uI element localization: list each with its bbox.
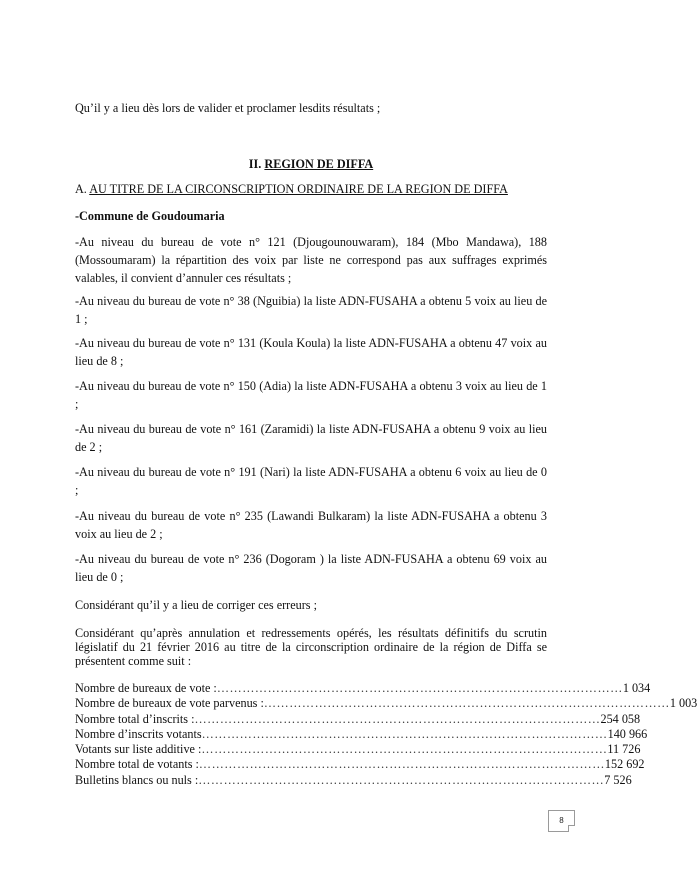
- subsection-prefix: A.: [75, 182, 90, 196]
- bureau-161-paragraph: -Au niveau du bureau de vote n° 161 (Zaramidi) la liste ADN-FUSAHA a obtenu 9 voix au lieu de 2 ;: [75, 422, 547, 454]
- considerant-erreurs-paragraph: Considérant qu’il y a lieu de corriger ces erreurs ;: [75, 598, 317, 612]
- results-list: [75, 681, 697, 788]
- leader-dots: ……………………………………………………………………………………: [201, 726, 608, 741]
- stat-row: [75, 742, 641, 757]
- stat-label: Votants sur liste additive :: [75, 742, 202, 757]
- page-number: 8: [548, 810, 575, 832]
- stat-label: Nombre de bureaux de vote parvenus :: [75, 696, 264, 711]
- stat-value: 11 726: [607, 742, 641, 757]
- stat-row: [75, 711, 641, 727]
- section-title: [75, 155, 547, 173]
- validation-paragraph: Qu’il y a lieu dès lors de valider et proclamer lesdits résultats ;: [75, 101, 381, 115]
- leader-dots: ……………………………………………………………………………………: [198, 757, 605, 772]
- commune-heading: -Commune de Goudoumaria: [75, 209, 225, 223]
- bureau-191-paragraph: -Au niveau du bureau de vote n° 191 (Nari) la liste ADN-FUSAHA a obtenu 6 voix au lieu de 0 ;: [75, 465, 547, 497]
- stat-value: 254 058: [600, 711, 641, 726]
- stat-value: 152 692: [604, 757, 645, 772]
- leader-dots: ……………………………………………………………………………………: [198, 772, 605, 787]
- stat-row: [75, 772, 632, 788]
- stat-label: Nombre total d’inscrits :: [75, 711, 195, 726]
- subsection-title-text: AU TITRE DE LA CIRCONSCRIPTION ORDINAIRE DE LA REGION DE DIFFA: [89, 182, 508, 196]
- stat-value: 1 003: [669, 696, 697, 711]
- stat-row: [75, 726, 648, 742]
- stat-row: [75, 696, 697, 711]
- stat-value: 140 966: [607, 726, 648, 741]
- stat-label: Nombre d’inscrits votants: [75, 726, 202, 741]
- section-title-text: II. REGION DE DIFFA: [248, 157, 374, 171]
- leader-dots: ……………………………………………………………………………………: [216, 681, 623, 695]
- stat-label: Nombre de bureaux de vote :: [75, 681, 217, 695]
- stat-row: [75, 757, 645, 772]
- bureau-236-paragraph: -Au niveau du bureau de vote n° 236 (Dogoram ) la liste ADN-FUSAHA a obtenu 69 voix au lieu de 0 ;: [75, 552, 547, 584]
- bureau-150-paragraph: -Au niveau du bureau de vote n° 150 (Adia) la liste ADN-FUSAHA a obtenu 3 voix au lieu de 1 ;: [75, 379, 547, 411]
- considerant-resultats-paragraph: Considérant qu’après annulation et redressements opérés, les résultats définitifs du scrutin législatif du 21 février 2016 au titre de la circonscription ordinaire de la région de Diffa se présentent comme suit :: [75, 626, 547, 668]
- leader-dots: ……………………………………………………………………………………: [194, 711, 601, 726]
- bureau-38-paragraph: -Au niveau du bureau de vote n° 38 (Nguibia) la liste ADN-FUSAHA a obtenu 5 voix au lieu de 1 ;: [75, 294, 547, 326]
- bureau-annulation-paragraph: -Au niveau du bureau de vote n° 121 (Djougounouwaram), 184 (Mbo Mandawa), 188 (Mossoumaram) la répartition des voix par liste ne correspond pas aux suffrages exprimés valables, il convient d’annuler ces résultats ;: [75, 235, 547, 285]
- stat-row: [75, 681, 651, 696]
- stat-label: Nombre total de votants :: [75, 757, 199, 772]
- leader-dots: ……………………………………………………………………………………: [263, 696, 670, 711]
- subsection-title: [75, 180, 547, 198]
- stat-value: 1 034: [622, 681, 651, 695]
- leader-dots: ……………………………………………………………………………………: [201, 742, 608, 757]
- bureau-235-paragraph: -Au niveau du bureau de vote n° 235 (Lawandi Bulkaram) la liste ADN-FUSAHA a obtenu 3 voix au lieu de 2 ;: [75, 509, 547, 541]
- stat-value: 7 526: [604, 772, 632, 787]
- bureau-131-paragraph: -Au niveau du bureau de vote n° 131 (Koula Koula) la liste ADN-FUSAHA a obtenu 47 voix au lieu de 8 ;: [75, 336, 547, 368]
- stat-label: Bulletins blancs ou nuls :: [75, 772, 199, 787]
